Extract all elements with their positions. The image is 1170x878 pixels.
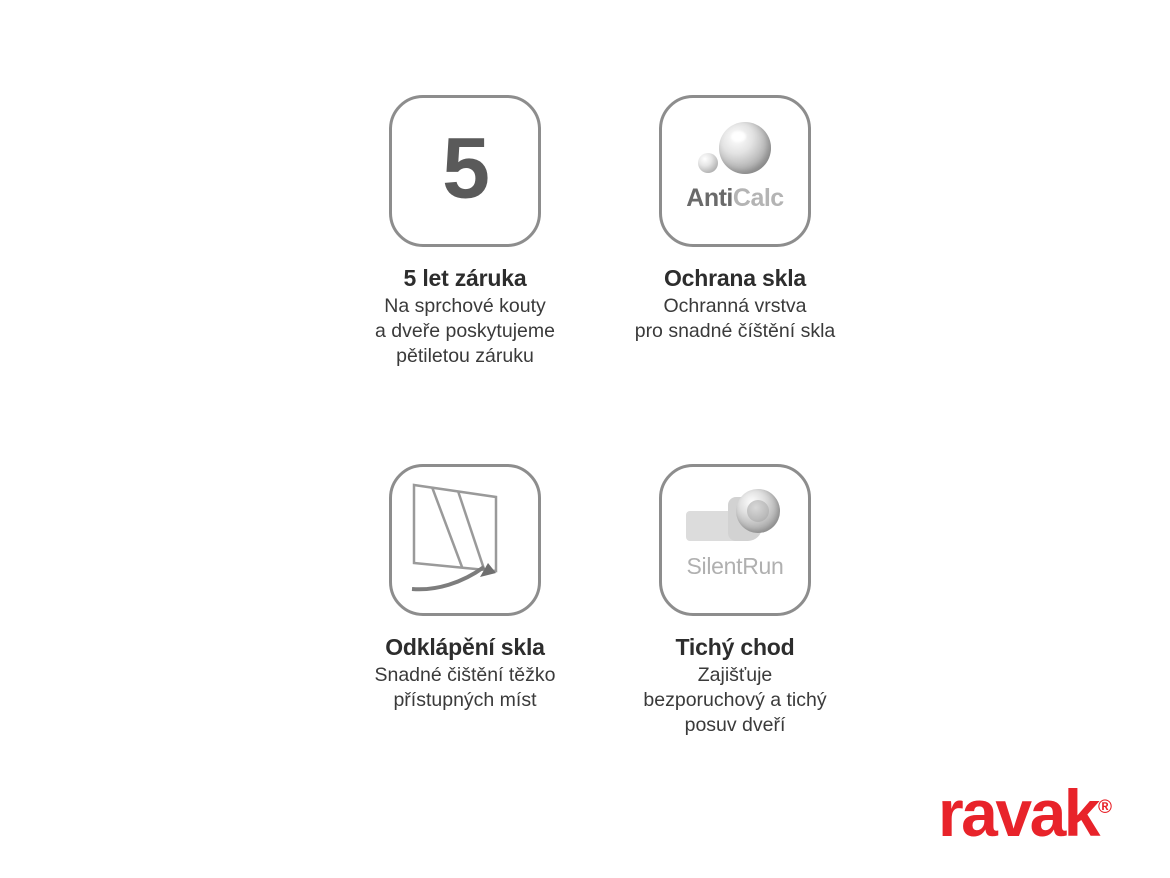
anticalc-label-calc: Calc — [732, 184, 784, 212]
feature-description-line: přístupných míst — [393, 688, 537, 711]
feature-description-line: Ochranná vrstva — [663, 295, 807, 318]
feature-title: 5 let záruka — [403, 265, 527, 291]
feature-title: Odklápění skla — [385, 633, 545, 660]
feature-description-line: posuv dveří — [684, 713, 786, 736]
anticalc-label-anti: Anti — [686, 184, 733, 212]
feature-description-line: bezporuchový a tichý — [643, 688, 827, 711]
feature-description — [374, 663, 555, 713]
feature-tilting-glass — [340, 464, 590, 738]
feature-title: Tichý chod — [675, 633, 795, 660]
water-drop-small-icon — [698, 153, 718, 173]
silentrun-label: SilentRun — [686, 552, 784, 579]
feature-description — [375, 294, 555, 368]
tilting-glass-illustration — [392, 467, 538, 613]
number-5-icon — [389, 95, 541, 247]
anticalc-label — [662, 184, 808, 213]
ravak-logo-trademark: ® — [1098, 797, 1112, 818]
features-grid — [340, 95, 860, 737]
feature-description-line: a dveře poskytujeme — [375, 320, 555, 343]
number-5-icon-text: 5 — [442, 120, 488, 217]
feature-glass-protection — [610, 95, 860, 369]
tilting-glass-icon — [389, 464, 541, 616]
feature-description — [643, 663, 826, 737]
feature-warranty — [340, 95, 590, 369]
roller-wheel-shape — [736, 489, 780, 533]
water-drop-large-icon — [719, 122, 771, 174]
silentrun-roller-icon — [659, 464, 811, 616]
ravak-logo — [937, 776, 1112, 850]
feature-description-line: pro snadné číštění skla — [634, 320, 836, 343]
ravak-logo-text: ravak — [937, 776, 1098, 850]
feature-title: Ochrana skla — [663, 265, 807, 291]
feature-description-line: Snadné čištění těžko — [374, 664, 556, 687]
feature-description-line: pětiletou záruku — [396, 344, 534, 367]
anticalc-icon — [659, 95, 811, 247]
feature-silent-run — [610, 464, 860, 738]
feature-description — [635, 294, 836, 344]
feature-description-line: Zajišťuje — [697, 664, 773, 687]
feature-description-line: Na sprchové kouty — [384, 295, 546, 318]
